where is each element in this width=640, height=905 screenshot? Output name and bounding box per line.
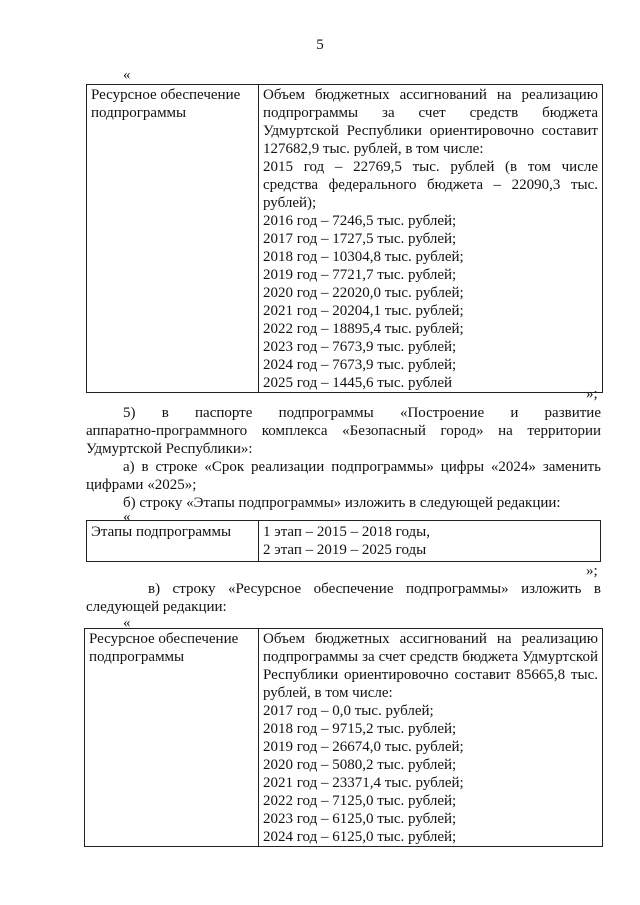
open-quote: « bbox=[123, 67, 131, 83]
table-1-label: подпрограммы bbox=[91, 105, 187, 121]
table-3-label: подпрограммы bbox=[89, 649, 185, 665]
item-b-line: б) строку «Этапы подпрограммы» изложить в следующей редакции: bbox=[123, 495, 561, 511]
table-1-line: средства федерального бюджета – 22090,3 тыс. bbox=[263, 177, 598, 193]
table-1-line: Удмуртской Республики ориентировочно составит bbox=[263, 123, 598, 139]
resource-table-2 bbox=[84, 628, 603, 847]
table-1-label-cell bbox=[87, 85, 259, 393]
table-3-line: 2023 год – 6125,0 тыс. рублей; bbox=[263, 811, 457, 827]
table-3-label-cell bbox=[85, 629, 259, 847]
table-1-line: подпрограммы за счет средств бюджета bbox=[263, 105, 598, 121]
table-3-line: 2022 год – 7125,0 тыс. рублей; bbox=[263, 793, 457, 809]
table-3-line: 2024 год – 6125,0 тыс. рублей; bbox=[263, 829, 457, 845]
table-1-line: 2019 год – 7721,7 тыс. рублей; bbox=[263, 267, 457, 283]
table-3-line: Республики ориентировочно составит 85665,8 тыс. bbox=[263, 667, 598, 683]
item-v-line: в) строку «Ресурсное обеспечение подпрограммы» изложить в bbox=[148, 581, 601, 597]
table-1-line: 2020 год – 22020,0 тыс. рублей; bbox=[263, 285, 464, 301]
table-3-line: 2020 год – 5080,2 тыс. рублей; bbox=[263, 757, 457, 773]
table-1-value-cell bbox=[259, 85, 603, 393]
table-1-line: 127682,9 тыс. рублей, в том числе: bbox=[263, 141, 484, 157]
item-a-line: цифрами «2025»; bbox=[86, 477, 197, 493]
table-3-line: подпрограммы за счет средств бюджета Удмуртской bbox=[263, 649, 598, 665]
page-number: 5 bbox=[316, 37, 324, 53]
para-5-line: аппаратно-программного комплекса «Безопасный город» на территории bbox=[86, 423, 601, 439]
para-5-line: 5) в паспорте подпрограммы «Построение и развитие bbox=[123, 405, 601, 421]
resource-table-1 bbox=[86, 84, 603, 393]
para-5-line: Удмуртской Республики»: bbox=[86, 441, 253, 457]
table-3-line: 2018 год – 9715,2 тыс. рублей; bbox=[263, 721, 457, 737]
table-3-line: 2017 год – 0,0 тыс. рублей; bbox=[263, 703, 434, 719]
table-1-line: Объем бюджетных ассигнований на реализацию bbox=[263, 87, 598, 103]
table-2-line: 1 этап – 2015 – 2018 годы, bbox=[263, 524, 430, 540]
table-2-value-cell bbox=[259, 521, 601, 562]
item-v-line: следующей редакции: bbox=[86, 599, 227, 615]
table-1-line: 2024 год – 7673,9 тыс. рублей; bbox=[263, 357, 457, 373]
table-1-line: рублей); bbox=[263, 195, 317, 211]
table-1-line: 2025 год – 1445,6 тыс. рублей bbox=[263, 375, 453, 391]
table-3-line: 2019 год – 26674,0 тыс. рублей; bbox=[263, 739, 464, 755]
open-quote: « bbox=[123, 509, 131, 525]
table-2-label-cell bbox=[87, 521, 259, 562]
table-3-line: Объем бюджетных ассигнований на реализацию bbox=[263, 631, 598, 647]
table-3-value-cell bbox=[259, 629, 603, 847]
table-2-line: 2 этап – 2019 – 2025 годы bbox=[263, 542, 427, 558]
table-1-line: 2021 год – 20204,1 тыс. рублей; bbox=[263, 303, 464, 319]
table-3-line: рублей, в том числе: bbox=[263, 685, 393, 701]
table-1-label: Ресурсное обеспечение bbox=[91, 87, 241, 103]
stages-table bbox=[86, 520, 601, 562]
open-quote: « bbox=[123, 615, 131, 631]
table-1-line: 2023 год – 7673,9 тыс. рублей; bbox=[263, 339, 457, 355]
close-quote: »; bbox=[586, 563, 598, 579]
table-1-line: 2016 год – 7246,5 тыс. рублей; bbox=[263, 213, 457, 229]
table-1-line: 2018 год – 10304,8 тыс. рублей; bbox=[263, 249, 464, 265]
table-1-line: 2022 год – 18895,4 тыс. рублей; bbox=[263, 321, 464, 337]
close-quote: »; bbox=[586, 386, 598, 402]
table-2-label: Этапы подпрограммы bbox=[91, 524, 232, 540]
table-3-line: 2021 год – 23371,4 тыс. рублей; bbox=[263, 775, 464, 791]
table-3-label: Ресурсное обеспечение bbox=[89, 631, 239, 647]
item-a-line: а) в строке «Срок реализации подпрограммы» цифры «2024» заменить bbox=[123, 459, 601, 475]
table-1-line: 2015 год – 22769,5 тыс. рублей (в том числе bbox=[263, 159, 598, 175]
table-1-line: 2017 год – 1727,5 тыс. рублей; bbox=[263, 231, 457, 247]
